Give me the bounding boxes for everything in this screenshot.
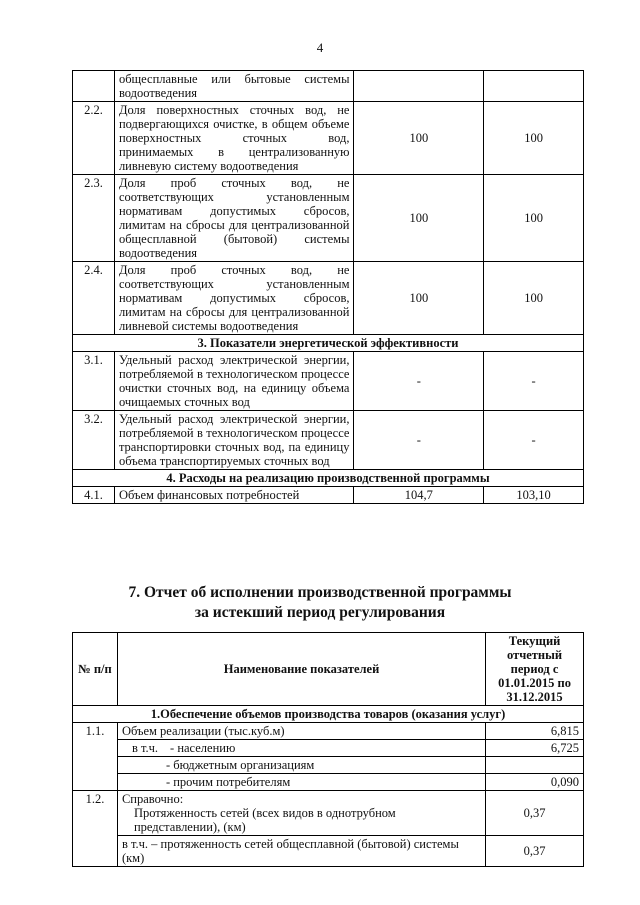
- table-row: [73, 836, 584, 867]
- row-text: [117, 791, 485, 836]
- section-row: [73, 335, 584, 352]
- row-text: Объем реализации (тыс.куб.м): [117, 723, 485, 740]
- row-number: 2.2.: [73, 102, 115, 175]
- row-value-plan: -: [354, 411, 484, 470]
- row-value: 6,725: [486, 740, 584, 757]
- row-value-fact: [484, 71, 584, 102]
- row-number: 1.1.: [73, 723, 118, 791]
- row-value: 0,090: [486, 774, 584, 791]
- indicators-table-continued: [72, 70, 584, 504]
- row-value-fact: -: [484, 352, 584, 411]
- row-value-plan: [354, 71, 484, 102]
- section-title: 4. Расходы на реализацию производственной программы: [73, 470, 584, 487]
- row-text: Удельный расход электрической энергии, потребляемой в технологическом процессе очистки сточных вод, на единицу объема очищаемых сточных вод: [114, 352, 354, 411]
- row-text: Доля проб сточных вод, не соответствующих установленным нормативам допустимых сбросов, лимитам на сбросы для централизованной общесплавной (бытовой) системы водоотведения: [114, 175, 354, 262]
- section-row: [73, 706, 584, 723]
- table-row: [73, 723, 584, 740]
- row-text: в т.ч. – протяженность сетей общесплавной (бытовой) системы (км): [117, 836, 485, 867]
- row-prefix: в т.ч.: [131, 741, 159, 755]
- table-row: [73, 487, 584, 504]
- row-value: 6,815: [486, 723, 584, 740]
- row-text: - бюджетным организациям: [117, 757, 485, 774]
- table-row: [73, 757, 584, 774]
- row-value-plan: 100: [354, 175, 484, 262]
- header-period: Текущий отчетный период с 01.01.2015 по 31.12.2015: [486, 633, 584, 706]
- section-title: 1.Обеспечение объемов производства товаров (оказания услуг): [73, 706, 584, 723]
- row-text: Объем финансовых потребностей: [114, 487, 354, 504]
- row-value-fact: -: [484, 411, 584, 470]
- row-number: 3.1.: [73, 352, 115, 411]
- row-value-fact: 103,10: [484, 487, 584, 504]
- row-label: Справочно:: [121, 792, 184, 806]
- row-value: [486, 757, 584, 774]
- row-text: Удельный расход электрической энергии, потребляемой в технологическом процессе транспортировки сточных вод, па единицу объема транспортируемых сточных вод: [114, 411, 354, 470]
- row-number: 1.2.: [73, 791, 118, 867]
- table-row: [73, 352, 584, 411]
- section-title: 3. Показатели энергетической эффективности: [73, 335, 584, 352]
- row-value-fact: 100: [484, 102, 584, 175]
- row-text: - прочим потребителям: [117, 774, 485, 791]
- report-table: [72, 632, 584, 867]
- table-row: [73, 175, 584, 262]
- table-row: [73, 411, 584, 470]
- section-row: [73, 470, 584, 487]
- row-number: 2.4.: [73, 262, 115, 335]
- row-value-plan: -: [354, 352, 484, 411]
- row-text: общесплавные или бытовые системы водоотведения: [114, 71, 354, 102]
- table-row: [73, 102, 584, 175]
- row-subtext: - населению: [170, 741, 236, 755]
- row-value: 0,37: [486, 791, 584, 836]
- table-row: [73, 262, 584, 335]
- row-value-plan: 100: [354, 102, 484, 175]
- page-number: 4: [316, 40, 324, 55]
- row-text: Доля проб сточных вод, не соответствующих установленным нормативам допустимых сбросов, лимитам на сбросы для централизованной ливневой системы водоотведения: [114, 262, 354, 335]
- row-value-plan: 100: [354, 262, 484, 335]
- row-value-plan: 104,7: [354, 487, 484, 504]
- row-text: [117, 740, 485, 757]
- row-number: [73, 71, 115, 102]
- row-value: 0,37: [486, 836, 584, 867]
- table-row: [73, 71, 584, 102]
- row-text: Доля поверхностных сточных вод, не подвергающихся очистке, в общем объеме поверхностных сточных вод, принимаемых в централизованную ливневую систему водоотведения: [114, 102, 354, 175]
- row-subtext: Протяженность сетей (всех видов в однотрубном представлении), (км): [133, 806, 396, 834]
- header-name: Наименование показателей: [117, 633, 485, 706]
- row-number: 2.3.: [73, 175, 115, 262]
- table-row: [73, 740, 584, 757]
- row-number: 4.1.: [73, 487, 115, 504]
- row-number: 3.2.: [73, 411, 115, 470]
- header-number: № п/п: [73, 633, 118, 706]
- row-value-fact: 100: [484, 175, 584, 262]
- section-heading-line2: за истекший период регулирования: [194, 604, 446, 621]
- table-row: [73, 791, 584, 836]
- section-heading-line1: 7. Отчет об исполнении производственной программы: [128, 584, 512, 601]
- table-header-row: [73, 633, 584, 706]
- table-row: [73, 774, 584, 791]
- row-value-fact: 100: [484, 262, 584, 335]
